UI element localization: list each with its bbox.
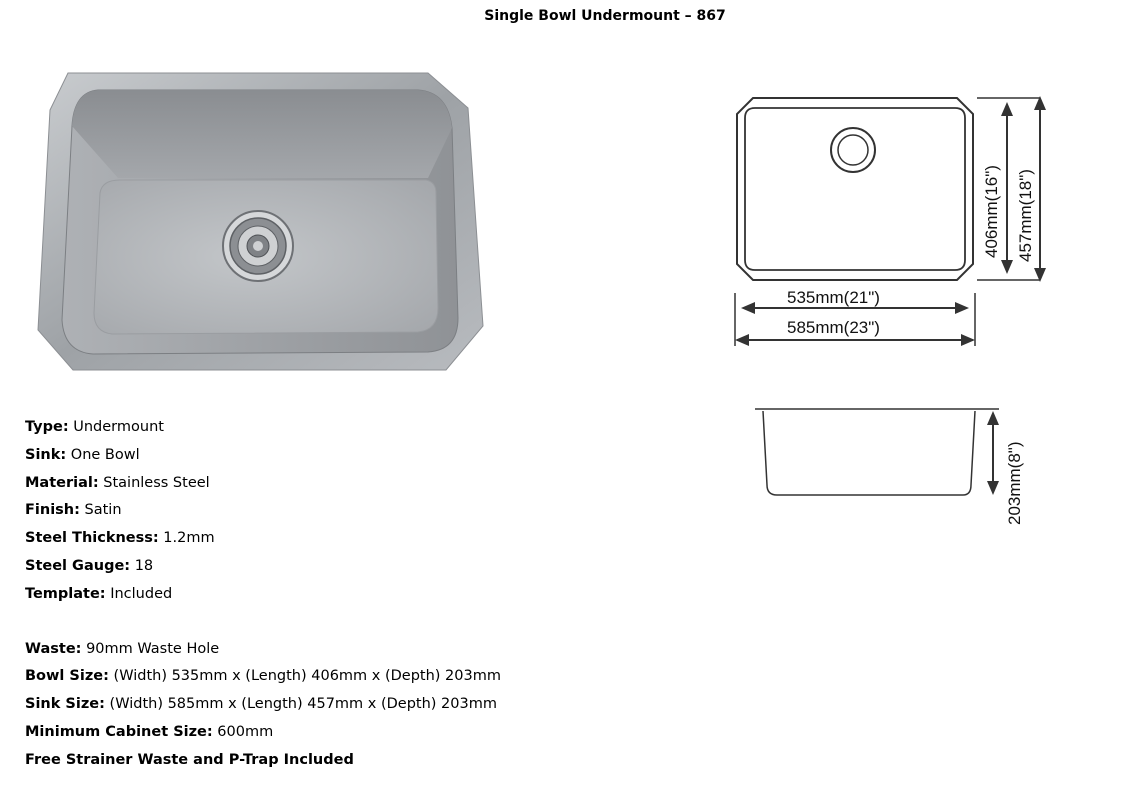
bowl-width-label: 535mm(21") [787,288,880,307]
spec-cabinet-size: Minimum Cabinet Size: 600mm [25,723,274,740]
depth-label: 203mm(8") [1005,441,1024,525]
spec-waste: Waste: 90mm Waste Hole [25,640,220,657]
top-view-drawing [725,88,1050,353]
spec-list [25,414,501,775]
spec-bowl-size: Bowl Size: (Width) 535mm x (Length) 406mm x (Depth) 203mm [25,668,501,685]
page-title: Single Bowl Undermount – 867 [484,8,726,24]
spec-template: Template: Included [25,585,173,602]
sink-width-label: 585mm(23") [787,318,880,337]
spec-finish: Finish: Satin [25,502,122,519]
spec-free-items: Free Strainer Waste and P-Trap Included [25,751,354,768]
spec-material: Material: Stainless Steel [25,474,210,491]
sink-length-label: 457mm(18") [1016,169,1035,262]
spec-type: Type: Undermount [25,419,164,435]
spec-steel-thickness: Steel Thickness: 1.2mm [25,530,215,547]
spec-steel-gauge: Steel Gauge: 18 [25,557,154,574]
spec-sink-size: Sink Size: (Width) 585mm x (Length) 457mm x (Depth) 203mm [25,696,497,713]
spec-sink: Sink: One Bowl [25,446,140,463]
bowl-length-label: 406mm(16") [982,165,1001,258]
sink-photo [28,68,496,378]
side-view-drawing [755,405,1040,535]
